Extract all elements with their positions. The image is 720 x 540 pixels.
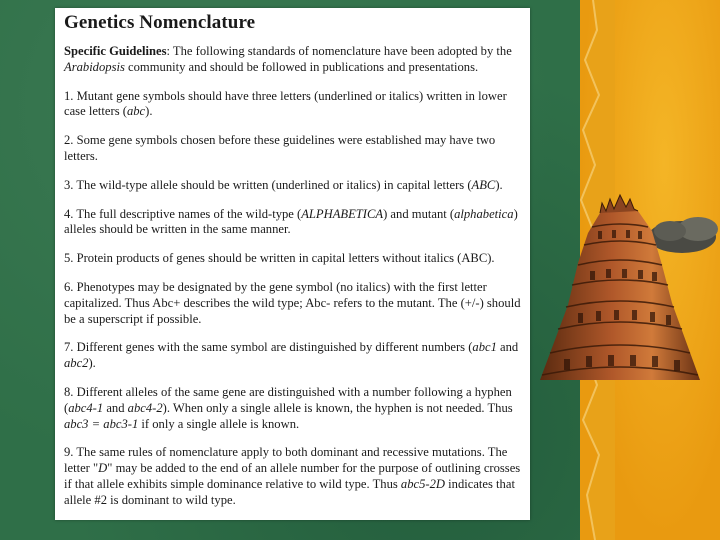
document-title: Genetics Nomenclature [64, 12, 256, 33]
rule-4-text-c: ) alleles should be written in the same manner. [64, 206, 518, 237]
rule-4-italic-1: ALPHABETICA [301, 206, 384, 221]
rule-3-italic: ABC [471, 177, 496, 192]
intro-text-b: community and should be followed in publications and presentations. [124, 59, 479, 74]
rule-3 [64, 178, 522, 194]
rule-4 [64, 207, 522, 239]
rule-7-italic-2: abc2 [64, 356, 89, 371]
rule-9-italic-1: D [98, 461, 108, 476]
rule-1 [64, 89, 522, 121]
rule-9-italic-2: abc5-2D [400, 476, 445, 491]
rule-4-italic-2: alphabetica [454, 206, 514, 221]
rule-7-text-a: 7. Different genes with the same symbol are distinguished by different numbers ( [64, 340, 473, 355]
rule-9-text-b: " may be added to the end of an allele number for the purpose of outlining crosses if that allele exhibits simple dominance relative to wild type. Thus [64, 461, 521, 491]
document-card [55, 8, 530, 520]
intro-italic: Arabidopsis [64, 59, 125, 74]
rule-8-text-d: if only a single allele is known. [138, 416, 300, 431]
rule-8-italic-2: abc4-2 [127, 400, 163, 415]
rule-8-text-c: ). When only a single allele is known, the hyphen is not needed. Thus [162, 400, 513, 415]
rule-8-italic-1: abc4-1 [68, 400, 104, 415]
intro-paragraph [64, 44, 522, 76]
intro-label: Specific Guidelines [64, 44, 167, 58]
rule-7-italic-1: abc1 [472, 340, 497, 355]
rule-8-text-b: and [103, 400, 128, 415]
rule-9-text-a: 9. The same rules of nomenclature apply to both dominant and recessive mutations. The letter " [64, 445, 508, 476]
tower-of-babel-image [520, 185, 720, 385]
rule-7 [64, 340, 522, 372]
rule-8-text-a: 8. Different alleles of the same gene are distinguished with a number following a hyphen ( [64, 384, 512, 415]
rule-4-text-a: 4. The full descriptive names of the wild-type ( [64, 206, 302, 221]
rule-9-text-c: indicates that allele #2 is dominant to wild type. [64, 476, 515, 507]
rule-1-text-b: ). [145, 104, 153, 119]
rule-4-text-b: ) and mutant ( [383, 206, 455, 221]
rule-7-text-b: and [496, 340, 519, 355]
rule-3-text-b: ). [495, 177, 503, 192]
rule-2: 2. Some gene symbols chosen before these guidelines were established may have two letters. [64, 133, 496, 163]
rule-7-text-c: ). [88, 356, 96, 371]
rule-9 [64, 445, 522, 508]
rule-3-text-a: 3. The wild-type allele should be written (underlined or italics) in capital letters ( [64, 177, 472, 192]
rule-8 [64, 385, 522, 432]
rule-8-italic-3: abc3 = abc3-1 [64, 416, 139, 431]
rule-1-italic: abc [126, 104, 146, 119]
rule-6: 6. Phenotypes may be designated by the gene symbol (no italics) with the first letter capitalized. Thus Abc+ describes the wild type; Abc- refers to the mutant. The (+/-) should be a superscript if possible. [64, 279, 521, 326]
rule-5: 5. Protein products of genes should be written in capital letters without italics (ABC). [64, 251, 495, 266]
intro-text-a: : The following standards of nomenclature have been adopted by the [166, 44, 512, 58]
rule-1-text-a: 1. Mutant gene symbols should have three letters (underlined or italics) written in lower case letters ( [64, 88, 507, 119]
